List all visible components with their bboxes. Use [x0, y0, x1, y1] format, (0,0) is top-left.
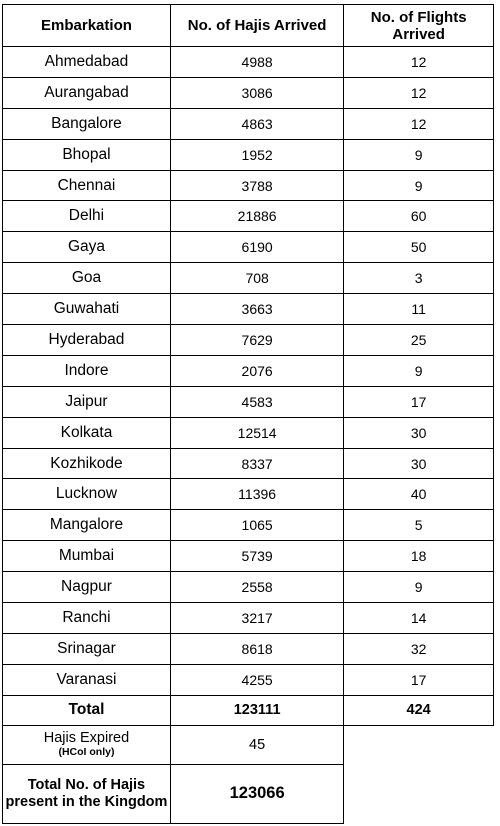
table-row	[3, 201, 494, 232]
header-row	[3, 5, 494, 47]
flights-cell: 40	[344, 479, 494, 510]
table-row	[3, 170, 494, 201]
flights-cell: 60	[344, 201, 494, 232]
flights-cell: 12	[344, 47, 494, 78]
header-flights-arrived: No. of Flights Arrived	[344, 5, 494, 47]
table-row	[3, 448, 494, 479]
embarkation-cell: Chennai	[3, 170, 171, 201]
flights-cell: 14	[344, 603, 494, 634]
flights-cell: 25	[344, 325, 494, 356]
hajis-cell: 4583	[170, 386, 343, 417]
expired-note: (HCoI only)	[58, 745, 115, 758]
embarkation-cell: Lucknow	[3, 479, 171, 510]
total-flights: 424	[344, 695, 494, 725]
flights-cell: 12	[344, 108, 494, 139]
embarkation-cell: Ranchi	[3, 603, 171, 634]
embarkation-cell: Bangalore	[3, 108, 171, 139]
total-hajis: 123111	[170, 695, 343, 725]
table-row	[3, 232, 494, 263]
blank-cell	[344, 725, 494, 764]
hajis-cell: 21886	[170, 201, 343, 232]
table-row	[3, 47, 494, 78]
flights-cell: 9	[344, 170, 494, 201]
flights-cell: 30	[344, 417, 494, 448]
embarkation-cell: Varanasi	[3, 664, 171, 695]
hajis-cell: 1065	[170, 510, 343, 541]
table-row	[3, 510, 494, 541]
embarkation-cell: Mangalore	[3, 510, 171, 541]
embarkation-cell: Delhi	[3, 201, 171, 232]
hajis-cell: 708	[170, 263, 343, 294]
embarkation-cell: Gaya	[3, 232, 171, 263]
embarkation-cell: Kolkata	[3, 417, 171, 448]
table-row	[3, 108, 494, 139]
flights-cell: 5	[344, 510, 494, 541]
embarkation-cell: Guwahati	[3, 294, 171, 325]
embarkation-cell: Nagpur	[3, 572, 171, 603]
table-row	[3, 386, 494, 417]
present-row	[3, 764, 494, 823]
embarkation-cell: Bhopal	[3, 139, 171, 170]
table-row	[3, 664, 494, 695]
table-row	[3, 263, 494, 294]
blank-cell	[344, 764, 494, 823]
embarkation-cell: Kozhikode	[3, 448, 171, 479]
hajis-cell: 3788	[170, 170, 343, 201]
total-label: Total	[3, 695, 171, 725]
hajis-arrival-table	[2, 4, 494, 824]
flights-cell: 17	[344, 386, 494, 417]
hajis-cell: 8337	[170, 448, 343, 479]
embarkation-cell: Hyderabad	[3, 325, 171, 356]
embarkation-cell: Aurangabad	[3, 77, 171, 108]
embarkation-cell: Mumbai	[3, 541, 171, 572]
hajis-cell: 3663	[170, 294, 343, 325]
flights-cell: 17	[344, 664, 494, 695]
embarkation-cell: Srinagar	[3, 633, 171, 664]
table-row	[3, 139, 494, 170]
expired-value: 45	[170, 725, 343, 764]
present-value: 123066	[170, 764, 343, 823]
flights-cell: 11	[344, 294, 494, 325]
hajis-cell: 6190	[170, 232, 343, 263]
hajis-cell: 2076	[170, 355, 343, 386]
hajis-cell: 12514	[170, 417, 343, 448]
table-body	[3, 47, 494, 696]
hajis-cell: 8618	[170, 633, 343, 664]
expired-label: Hajis Expired	[43, 729, 130, 746]
flights-cell: 9	[344, 355, 494, 386]
hajis-cell: 1952	[170, 139, 343, 170]
header-embarkation: Embarkation	[3, 5, 171, 47]
embarkation-cell: Goa	[3, 263, 171, 294]
embarkation-cell: Ahmedabad	[3, 47, 171, 78]
flights-cell: 50	[344, 232, 494, 263]
hajis-cell: 5739	[170, 541, 343, 572]
table-row	[3, 325, 494, 356]
hajis-cell: 3086	[170, 77, 343, 108]
header-hajis-arrived: No. of Hajis Arrived	[170, 5, 343, 47]
flights-cell: 18	[344, 541, 494, 572]
table-row	[3, 572, 494, 603]
hajis-cell: 11396	[170, 479, 343, 510]
hajis-cell: 2558	[170, 572, 343, 603]
expired-row	[3, 725, 494, 764]
table-row	[3, 417, 494, 448]
total-row	[3, 695, 494, 725]
table-row	[3, 633, 494, 664]
embarkation-cell: Indore	[3, 355, 171, 386]
expired-label-cell	[3, 725, 171, 764]
hajis-cell: 4988	[170, 47, 343, 78]
hajis-cell: 4255	[170, 664, 343, 695]
present-label: Total No. of Hajis present in the Kingdom	[3, 764, 171, 823]
hajis-cell: 7629	[170, 325, 343, 356]
flights-cell: 3	[344, 263, 494, 294]
flights-cell: 9	[344, 139, 494, 170]
flights-cell: 32	[344, 633, 494, 664]
hajis-cell: 3217	[170, 603, 343, 634]
flights-cell: 9	[344, 572, 494, 603]
flights-cell: 12	[344, 77, 494, 108]
embarkation-cell: Jaipur	[3, 386, 171, 417]
table-row	[3, 77, 494, 108]
flights-cell: 30	[344, 448, 494, 479]
table-row	[3, 541, 494, 572]
table-row	[3, 355, 494, 386]
hajis-cell: 4863	[170, 108, 343, 139]
table-row	[3, 294, 494, 325]
table-row	[3, 603, 494, 634]
table-row	[3, 479, 494, 510]
